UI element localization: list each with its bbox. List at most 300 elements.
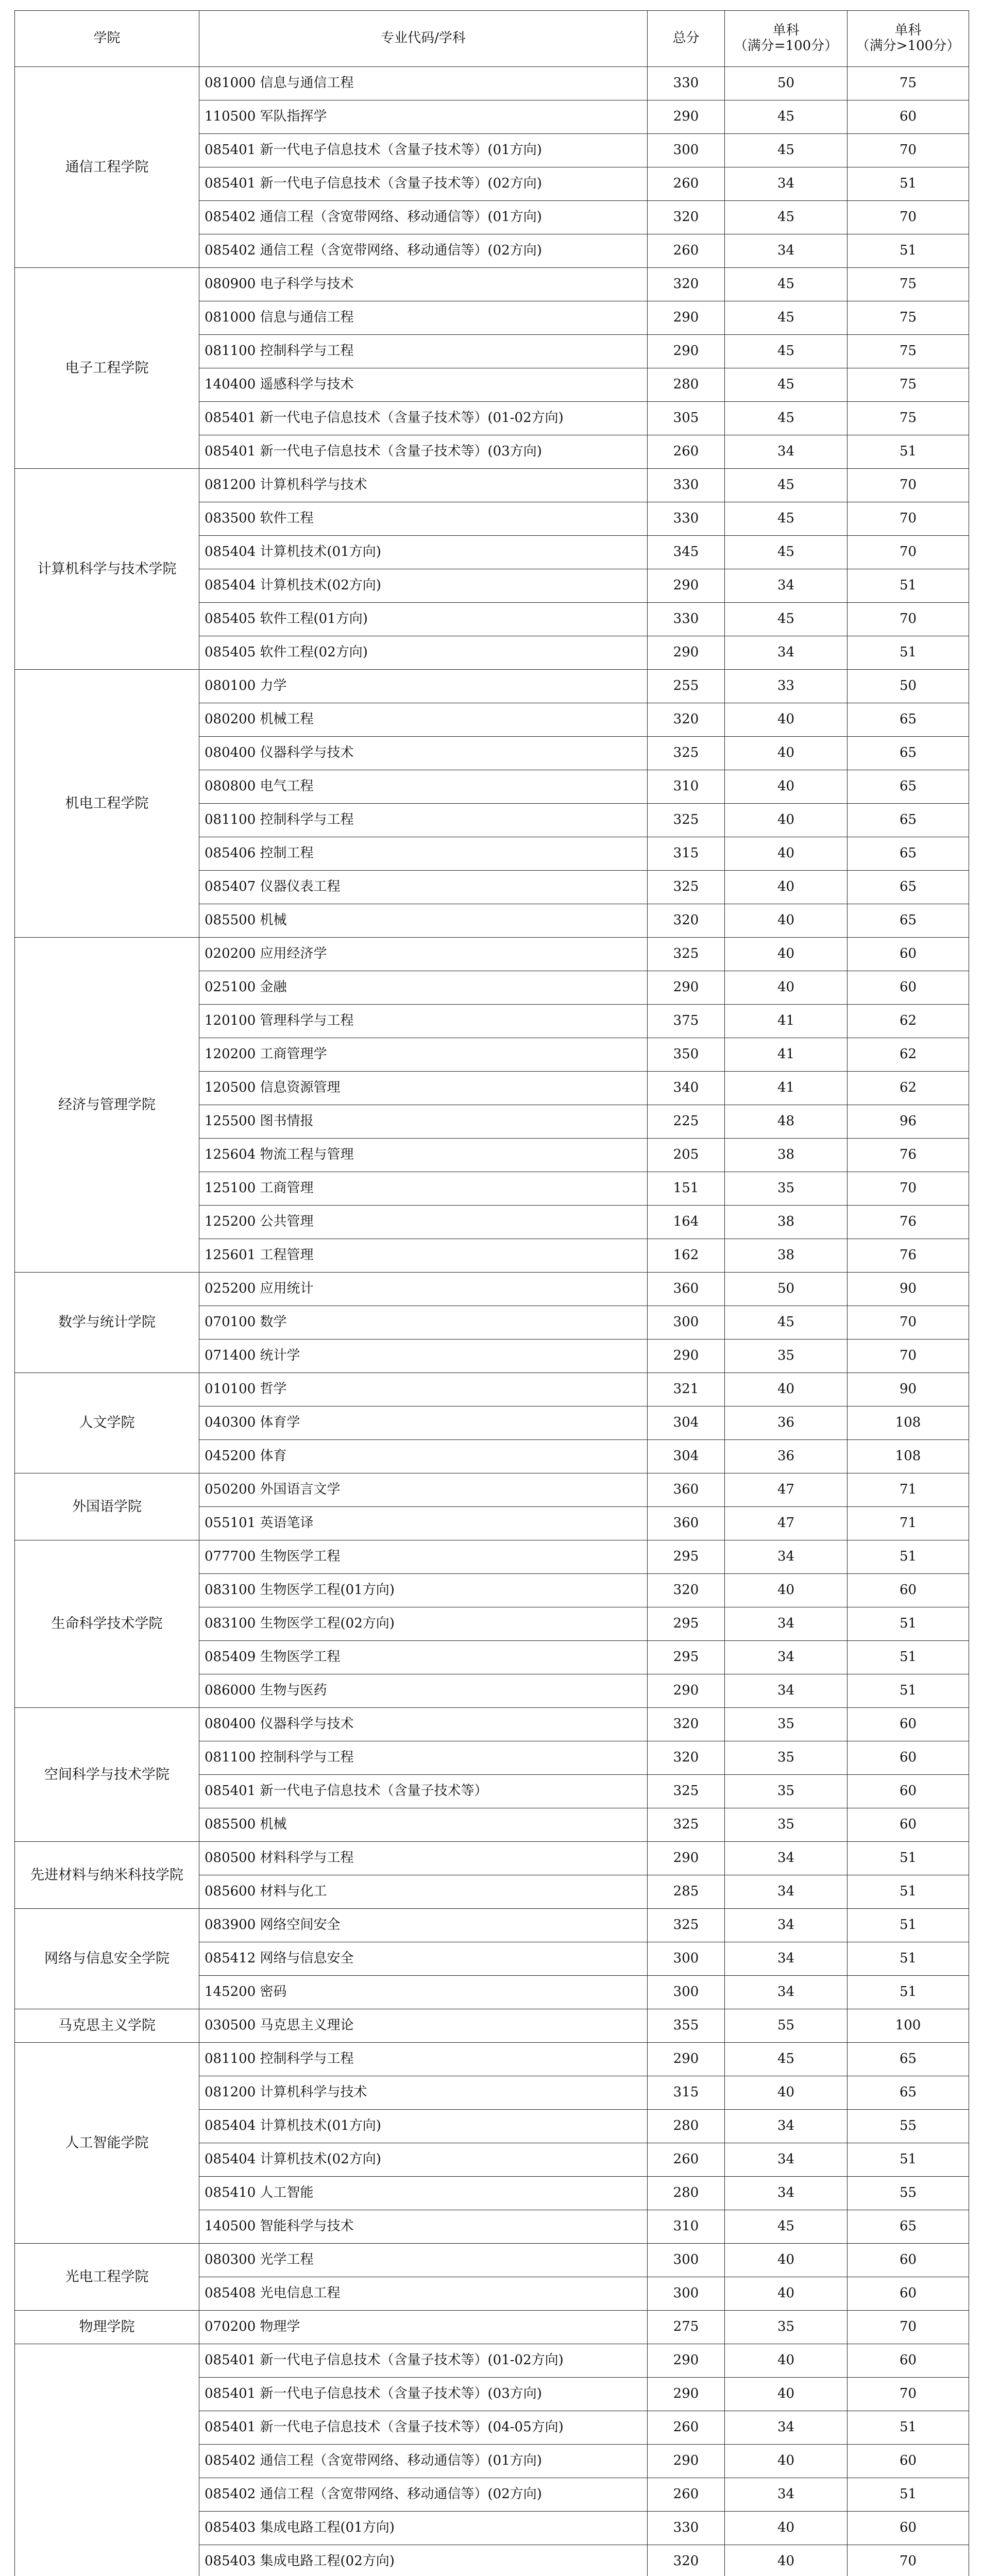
single-100-cell: 35 [725, 1741, 848, 1775]
major-cell: 040300 体育学 [199, 1406, 648, 1440]
single-100plus-cell: 65 [848, 871, 969, 904]
single-100plus-cell: 70 [848, 536, 969, 569]
single-100-cell: 34 [725, 1540, 848, 1574]
single-100plus-cell: 51 [848, 2478, 969, 2512]
major-cell: 125500 图书情报 [199, 1105, 648, 1139]
major-cell: 085500 机械 [199, 1808, 648, 1842]
single-100plus-cell: 70 [848, 2311, 969, 2344]
major-cell: 070200 物理学 [199, 2311, 648, 2344]
single-100-cell: 40 [725, 737, 848, 770]
major-cell: 055101 英语笔译 [199, 1507, 648, 1540]
single-100plus-cell: 70 [848, 2378, 969, 2411]
single-100-cell: 47 [725, 1473, 848, 1507]
single-100-cell: 35 [725, 1775, 848, 1808]
single-100-cell: 35 [725, 2311, 848, 2344]
single-100-cell: 38 [725, 1239, 848, 1273]
table-row [15, 1708, 969, 1741]
major-cell: 085401 新一代电子信息技术（含量子技术等）(02方向) [199, 167, 648, 201]
single-100-cell: 40 [725, 2445, 848, 2478]
single-100-cell: 36 [725, 1406, 848, 1440]
total-score-cell: 295 [648, 1641, 725, 1674]
single-100-cell: 40 [725, 2277, 848, 2311]
total-score-cell: 304 [648, 1406, 725, 1440]
total-score-cell: 290 [648, 569, 725, 603]
major-cell: 145200 密码 [199, 1976, 648, 2009]
major-cell: 010100 哲学 [199, 1373, 648, 1406]
major-cell: 085401 新一代电子信息技术（含量子技术等）(03方向) [199, 2378, 648, 2411]
single-100-cell: 55 [725, 2009, 848, 2043]
total-score-cell: 320 [648, 268, 725, 301]
total-score-cell: 310 [648, 2210, 725, 2244]
single-100plus-cell: 65 [848, 770, 969, 804]
single-100plus-cell: 60 [848, 971, 969, 1005]
major-cell: 120500 信息资源管理 [199, 1072, 648, 1105]
major-cell: 071400 统计学 [199, 1340, 648, 1373]
major-cell: 085404 计算机技术(01方向) [199, 536, 648, 569]
total-score-cell: 260 [648, 2478, 725, 2512]
score-table [14, 10, 969, 2576]
single-100plus-cell: 55 [848, 2177, 969, 2210]
single-100plus-cell: 96 [848, 1105, 969, 1139]
major-cell: 085403 集成电路工程(01方向) [199, 2512, 648, 2545]
single-100-cell: 34 [725, 435, 848, 469]
single-100-cell: 34 [725, 2110, 848, 2143]
major-cell: 025100 金融 [199, 971, 648, 1005]
single-100-cell: 47 [725, 1507, 848, 1540]
major-cell: 085402 通信工程（含宽带网络、移动通信等）(01方向) [199, 2445, 648, 2478]
single-100-cell: 40 [725, 2545, 848, 2576]
single-100plus-cell: 70 [848, 502, 969, 536]
total-score-cell: 260 [648, 167, 725, 201]
major-cell: 045200 体育 [199, 1440, 648, 1473]
major-cell: 085500 机械 [199, 904, 648, 938]
total-score-cell: 355 [648, 2009, 725, 2043]
college-cell: 外国语学院 [15, 1473, 199, 1540]
total-score-cell: 205 [648, 1139, 725, 1172]
major-cell: 080200 机械工程 [199, 703, 648, 737]
single-100-cell: 34 [725, 1909, 848, 1942]
single-100-cell: 34 [725, 2177, 848, 2210]
total-score-cell: 330 [648, 603, 725, 636]
major-cell: 085405 软件工程(01方向) [199, 603, 648, 636]
single-100-cell: 41 [725, 1005, 848, 1038]
total-score-cell: 325 [648, 938, 725, 971]
total-score-cell: 320 [648, 2545, 725, 2576]
single-100plus-cell: 51 [848, 2143, 969, 2177]
college-cell: 人文学院 [15, 1373, 199, 1473]
single-100plus-cell: 75 [848, 268, 969, 301]
total-score-cell: 290 [648, 100, 725, 134]
table-body [15, 67, 969, 2576]
single-100plus-cell: 51 [848, 636, 969, 670]
total-score-cell: 162 [648, 1239, 725, 1273]
single-100plus-cell: 75 [848, 335, 969, 368]
college-cell: 计算机科学与技术学院 [15, 469, 199, 670]
major-cell: 081200 计算机科学与技术 [199, 2076, 648, 2110]
total-score-cell: 300 [648, 2244, 725, 2277]
table-row [15, 1473, 969, 1507]
single-100-cell: 45 [725, 301, 848, 335]
single-100-cell: 45 [725, 2043, 848, 2076]
single-100-cell: 45 [725, 1306, 848, 1340]
major-cell: 083100 生物医学工程(02方向) [199, 1607, 648, 1641]
single-100-cell: 34 [725, 1842, 848, 1875]
single-100plus-cell: 70 [848, 201, 969, 234]
single-100-cell: 33 [725, 670, 848, 703]
single-100plus-cell: 70 [848, 1340, 969, 1373]
single-100-cell: 40 [725, 938, 848, 971]
total-score-cell: 285 [648, 1875, 725, 1909]
total-score-cell: 290 [648, 301, 725, 335]
single-100plus-cell: 65 [848, 2076, 969, 2110]
single-100-cell: 45 [725, 335, 848, 368]
single-100plus-cell: 51 [848, 1540, 969, 1574]
major-cell: 025200 应用统计 [199, 1273, 648, 1306]
total-score-cell: 321 [648, 1373, 725, 1406]
single-100plus-cell: 70 [848, 469, 969, 502]
single-100-cell: 34 [725, 167, 848, 201]
major-cell: 030500 马克思主义理论 [199, 2009, 648, 2043]
major-cell: 140400 遥感科学与技术 [199, 368, 648, 402]
college-cell: 数学与统计学院 [15, 1273, 199, 1373]
single-100plus-cell: 60 [848, 2445, 969, 2478]
single-100plus-cell: 51 [848, 1674, 969, 1708]
major-cell: 085401 新一代电子信息技术（含量子技术等）(03方向) [199, 435, 648, 469]
major-cell: 083500 软件工程 [199, 502, 648, 536]
major-cell: 085401 新一代电子信息技术（含量子技术等）(04-05方向) [199, 2411, 648, 2445]
single-100plus-cell: 90 [848, 1273, 969, 1306]
single-100plus-cell: 65 [848, 837, 969, 871]
single-100plus-cell: 50 [848, 670, 969, 703]
college-cell: 人工智能学院 [15, 2043, 199, 2244]
total-score-cell: 260 [648, 2411, 725, 2445]
total-score-cell: 325 [648, 804, 725, 837]
header-single-100-line2: （满分=100分） [734, 38, 838, 54]
header-total: 总分 [648, 11, 725, 67]
single-100plus-cell: 51 [848, 569, 969, 603]
single-100-cell: 40 [725, 770, 848, 804]
major-cell: 081000 信息与通信工程 [199, 301, 648, 335]
major-cell: 081200 计算机科学与技术 [199, 469, 648, 502]
single-100-cell: 38 [725, 1206, 848, 1239]
major-cell: 125601 工程管理 [199, 1239, 648, 1273]
single-100-cell: 45 [725, 2210, 848, 2244]
college-cell: 光电工程学院 [15, 2244, 199, 2311]
single-100plus-cell: 60 [848, 938, 969, 971]
single-100plus-cell: 76 [848, 1239, 969, 1273]
total-score-cell: 325 [648, 1775, 725, 1808]
header-college: 学院 [15, 11, 199, 67]
single-100-cell: 40 [725, 804, 848, 837]
single-100-cell: 35 [725, 1340, 848, 1373]
table-row [15, 1273, 969, 1306]
total-score-cell: 325 [648, 1808, 725, 1842]
single-100plus-cell: 51 [848, 167, 969, 201]
major-cell: 120200 工商管理学 [199, 1038, 648, 1072]
total-score-cell: 290 [648, 2043, 725, 2076]
single-100-cell: 45 [725, 268, 848, 301]
total-score-cell: 280 [648, 368, 725, 402]
single-100-cell: 34 [725, 1641, 848, 1674]
total-score-cell: 290 [648, 1842, 725, 1875]
total-score-cell: 325 [648, 871, 725, 904]
single-100plus-cell: 100 [848, 2009, 969, 2043]
total-score-cell: 320 [648, 904, 725, 938]
total-score-cell: 290 [648, 636, 725, 670]
single-100-cell: 40 [725, 2344, 848, 2378]
major-cell: 085402 通信工程（含宽带网络、移动通信等）(01方向) [199, 201, 648, 234]
table-row [15, 2244, 969, 2277]
total-score-cell: 260 [648, 234, 725, 268]
table-row [15, 2311, 969, 2344]
single-100-cell: 40 [725, 2244, 848, 2277]
table-row [15, 938, 969, 971]
single-100-cell: 36 [725, 1440, 848, 1473]
single-100plus-cell: 60 [848, 2277, 969, 2311]
college-cell: 网络与信息安全学院 [15, 1909, 199, 2009]
total-score-cell: 275 [648, 2311, 725, 2344]
total-score-cell: 310 [648, 770, 725, 804]
college-cell: 空间科学与技术学院 [15, 1708, 199, 1842]
total-score-cell: 295 [648, 1540, 725, 1574]
single-100plus-cell: 65 [848, 904, 969, 938]
major-cell: 080300 光学工程 [199, 2244, 648, 2277]
total-score-cell: 320 [648, 1741, 725, 1775]
single-100-cell: 40 [725, 2076, 848, 2110]
major-cell: 080100 力学 [199, 670, 648, 703]
total-score-cell: 300 [648, 1976, 725, 2009]
total-score-cell: 330 [648, 2512, 725, 2545]
single-100-cell: 45 [725, 402, 848, 435]
single-100-cell: 34 [725, 2478, 848, 2512]
single-100-cell: 34 [725, 1875, 848, 1909]
total-score-cell: 360 [648, 1473, 725, 1507]
total-score-cell: 325 [648, 1909, 725, 1942]
single-100-cell: 34 [725, 1674, 848, 1708]
single-100plus-cell: 60 [848, 1741, 969, 1775]
total-score-cell: 300 [648, 134, 725, 167]
single-100plus-cell: 62 [848, 1005, 969, 1038]
single-100-cell: 40 [725, 1574, 848, 1607]
single-100plus-cell: 51 [848, 2411, 969, 2445]
single-100-cell: 45 [725, 536, 848, 569]
single-100-cell: 34 [725, 636, 848, 670]
major-cell: 120100 管理科学与工程 [199, 1005, 648, 1038]
single-100plus-cell: 62 [848, 1038, 969, 1072]
single-100-cell: 40 [725, 1373, 848, 1406]
single-100plus-cell: 71 [848, 1473, 969, 1507]
major-cell: 080500 材料科学与工程 [199, 1842, 648, 1875]
total-score-cell: 320 [648, 1574, 725, 1607]
major-cell: 085401 新一代电子信息技术（含量子技术等）(01-02方向) [199, 402, 648, 435]
single-100-cell: 50 [725, 1273, 848, 1306]
total-score-cell: 360 [648, 1273, 725, 1306]
table-row [15, 469, 969, 502]
major-cell: 085409 生物医学工程 [199, 1641, 648, 1674]
total-score-cell: 340 [648, 1072, 725, 1105]
major-cell: 085403 集成电路工程(02方向) [199, 2545, 648, 2576]
major-cell: 081000 信息与通信工程 [199, 67, 648, 100]
single-100plus-cell: 75 [848, 301, 969, 335]
single-100plus-cell: 65 [848, 2210, 969, 2244]
total-score-cell: 304 [648, 1440, 725, 1473]
major-cell: 081100 控制科学与工程 [199, 1741, 648, 1775]
single-100plus-cell: 65 [848, 804, 969, 837]
major-cell: 085600 材料与化工 [199, 1875, 648, 1909]
single-100-cell: 34 [725, 2143, 848, 2177]
major-cell: 086000 生物与医药 [199, 1674, 648, 1708]
table-row [15, 1842, 969, 1875]
single-100plus-cell: 51 [848, 1976, 969, 2009]
table-row [15, 1909, 969, 1942]
header-single-100-line1: 单科 [772, 23, 800, 39]
single-100-cell: 35 [725, 1808, 848, 1842]
major-cell: 083100 生物医学工程(01方向) [199, 1574, 648, 1607]
single-100plus-cell: 76 [848, 1206, 969, 1239]
total-score-cell: 255 [648, 670, 725, 703]
single-100plus-cell: 51 [848, 1641, 969, 1674]
single-100-cell: 45 [725, 134, 848, 167]
total-score-cell: 320 [648, 201, 725, 234]
single-100plus-cell: 65 [848, 737, 969, 770]
header-single-100 [725, 11, 848, 67]
college-cell: 机电工程学院 [15, 670, 199, 938]
table-row [15, 2344, 969, 2378]
major-cell: 125200 公共管理 [199, 1206, 648, 1239]
table-header [15, 11, 969, 67]
single-100-cell: 41 [725, 1072, 848, 1105]
major-cell: 085405 软件工程(02方向) [199, 636, 648, 670]
college-cell: 通信工程学院 [15, 67, 199, 268]
total-score-cell: 325 [648, 737, 725, 770]
major-cell: 070100 数学 [199, 1306, 648, 1340]
single-100plus-cell: 75 [848, 67, 969, 100]
single-100plus-cell: 70 [848, 1306, 969, 1340]
single-100-cell: 35 [725, 1172, 848, 1206]
major-cell: 080800 电气工程 [199, 770, 648, 804]
single-100-cell: 40 [725, 703, 848, 737]
major-cell: 085412 网络与信息安全 [199, 1942, 648, 1976]
single-100-cell: 50 [725, 67, 848, 100]
single-100plus-cell: 51 [848, 1875, 969, 1909]
single-100plus-cell: 75 [848, 402, 969, 435]
major-cell: 081100 控制科学与工程 [199, 804, 648, 837]
single-100plus-cell: 70 [848, 134, 969, 167]
total-score-cell: 320 [648, 1708, 725, 1741]
total-score-cell: 260 [648, 2143, 725, 2177]
total-score-cell: 290 [648, 1674, 725, 1708]
total-score-cell: 375 [648, 1005, 725, 1038]
major-cell: 081100 控制科学与工程 [199, 335, 648, 368]
major-cell: 050200 外国语言文学 [199, 1473, 648, 1507]
single-100-cell: 48 [725, 1105, 848, 1139]
single-100plus-cell: 62 [848, 1072, 969, 1105]
major-cell: 085407 仪器仪表工程 [199, 871, 648, 904]
header-single-100plus [848, 11, 969, 67]
single-100plus-cell: 60 [848, 2344, 969, 2378]
major-cell: 085401 新一代电子信息技术（含量子技术等）(01-02方向) [199, 2344, 648, 2378]
single-100plus-cell: 75 [848, 368, 969, 402]
college-cell: 生命科学技术学院 [15, 1540, 199, 1708]
major-cell: 085401 新一代电子信息技术（含量子技术等） [199, 1775, 648, 1808]
major-cell: 085404 计算机技术(01方向) [199, 2110, 648, 2143]
single-100-cell: 34 [725, 1976, 848, 2009]
total-score-cell: 290 [648, 2378, 725, 2411]
college-cell: 经济与管理学院 [15, 938, 199, 1273]
single-100plus-cell: 60 [848, 1708, 969, 1741]
single-100-cell: 40 [725, 837, 848, 871]
major-cell: 085404 计算机技术(02方向) [199, 2143, 648, 2177]
single-100plus-cell: 76 [848, 1139, 969, 1172]
single-100-cell: 45 [725, 368, 848, 402]
table-row [15, 1540, 969, 1574]
single-100plus-cell: 51 [848, 1607, 969, 1641]
single-100-cell: 40 [725, 2378, 848, 2411]
major-cell: 085406 控制工程 [199, 837, 648, 871]
total-score-cell: 300 [648, 1942, 725, 1976]
major-cell: 085401 新一代电子信息技术（含量子技术等）(01方向) [199, 134, 648, 167]
single-100-cell: 45 [725, 100, 848, 134]
total-score-cell: 320 [648, 703, 725, 737]
college-cell: 先进材料与纳米科技学院 [15, 1842, 199, 1909]
major-cell: 080400 仪器科学与技术 [199, 1708, 648, 1741]
total-score-cell: 350 [648, 1038, 725, 1072]
table-row [15, 670, 969, 703]
major-cell: 125100 工商管理 [199, 1172, 648, 1206]
total-score-cell: 305 [648, 402, 725, 435]
single-100-cell: 34 [725, 569, 848, 603]
total-score-cell: 345 [648, 536, 725, 569]
total-score-cell: 330 [648, 502, 725, 536]
single-100-cell: 40 [725, 971, 848, 1005]
single-100plus-cell: 108 [848, 1440, 969, 1473]
single-100-cell: 45 [725, 603, 848, 636]
major-cell: 125604 物流工程与管理 [199, 1139, 648, 1172]
total-score-cell: 290 [648, 1340, 725, 1373]
total-score-cell: 330 [648, 67, 725, 100]
single-100plus-cell: 70 [848, 2545, 969, 2576]
single-100-cell: 41 [725, 1038, 848, 1072]
college-cell [15, 2344, 199, 2576]
single-100-cell: 34 [725, 1942, 848, 1976]
college-cell: 马克思主义学院 [15, 2009, 199, 2043]
single-100plus-cell: 90 [848, 1373, 969, 1406]
total-score-cell: 300 [648, 1306, 725, 1340]
single-100-cell: 45 [725, 469, 848, 502]
single-100plus-cell: 51 [848, 1909, 969, 1942]
major-cell: 080900 电子科学与技术 [199, 268, 648, 301]
single-100plus-cell: 60 [848, 100, 969, 134]
single-100-cell: 38 [725, 1139, 848, 1172]
table-row [15, 2043, 969, 2076]
table-row [15, 1373, 969, 1406]
total-score-cell: 290 [648, 971, 725, 1005]
single-100plus-cell: 60 [848, 1574, 969, 1607]
single-100plus-cell: 55 [848, 2110, 969, 2143]
single-100plus-cell: 70 [848, 1172, 969, 1206]
single-100plus-cell: 51 [848, 1842, 969, 1875]
header-single-100plus-line1: 单科 [894, 23, 922, 39]
major-cell: 083900 网络空间安全 [199, 1909, 648, 1942]
header-single-100plus-line2: （满分>100分） [856, 38, 960, 54]
major-cell: 085410 人工智能 [199, 2177, 648, 2210]
table-row [15, 268, 969, 301]
single-100-cell: 45 [725, 201, 848, 234]
total-score-cell: 300 [648, 2277, 725, 2311]
total-score-cell: 330 [648, 469, 725, 502]
total-score-cell: 280 [648, 2177, 725, 2210]
major-cell: 140500 智能科学与技术 [199, 2210, 648, 2244]
